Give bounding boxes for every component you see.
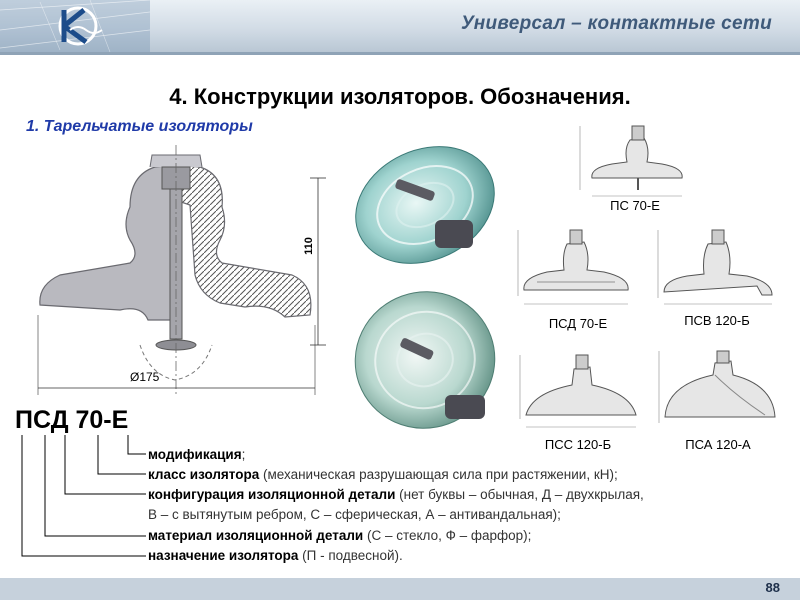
label-pss120b: ПСС 120-Б <box>544 437 612 452</box>
label-psd70e: ПСД 70-Е <box>548 316 608 331</box>
designation-mark: ПСД 70-Е <box>15 406 129 434</box>
label-psv120b: ПСВ 120-Б <box>684 313 750 328</box>
diameter-dimension-label: Ø175 <box>130 370 160 384</box>
legend-line-class: класс изолятора (механическая разрушающая сила при растяжении, кН); <box>148 467 618 482</box>
header-title: Универсал – контактные сети <box>461 13 772 34</box>
label-ps70e: ПС 70-Е <box>610 198 660 213</box>
slide-title: 4. Конструкции изоляторов. Обозначения. <box>169 84 631 109</box>
legend-line-configuration-cont: В – с вытянутым ребром, С – сферическая, А – антивандальная); <box>148 507 561 522</box>
label-psa120a: ПСА 120-А <box>685 437 751 452</box>
legend-line-material: материал изоляционной детали (С – стекло, Ф – фарфор); <box>148 528 532 543</box>
height-dimension-label: 110 <box>302 237 315 255</box>
legend-line-modification: модификация; <box>148 447 246 462</box>
section-subtitle: 1. Тарельчатые изоляторы <box>26 118 253 135</box>
page-number: 88 <box>765 580 780 595</box>
footer-bar <box>0 578 800 600</box>
legend-line-configuration: конфигурация изоляционной детали (нет буквы – обычная, Д – двухкрылая, <box>148 487 644 502</box>
legend-line-purpose: назначение изолятора (П - подвесной). <box>148 548 403 563</box>
